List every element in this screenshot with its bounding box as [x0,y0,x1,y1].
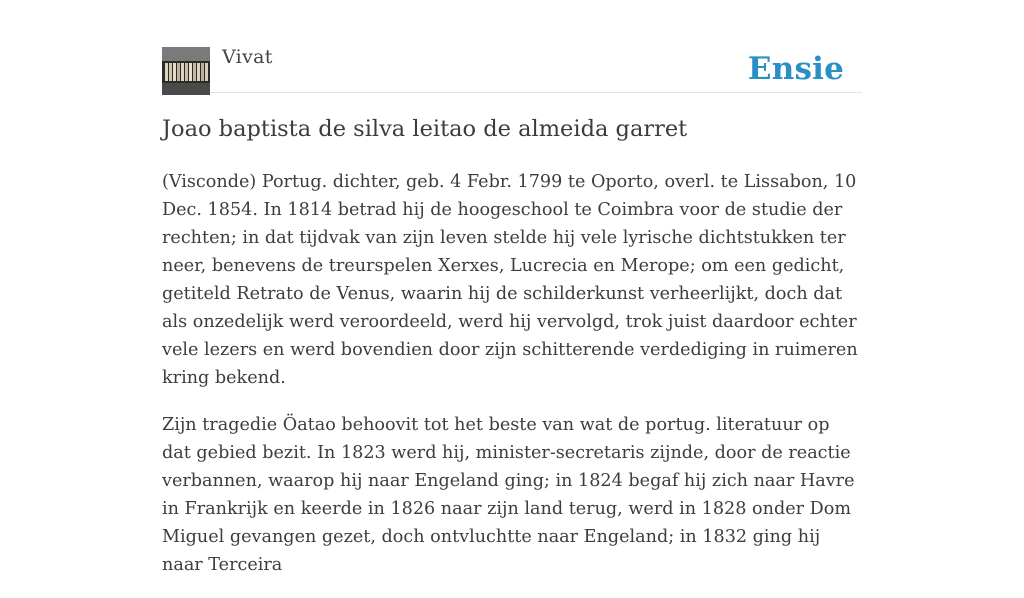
article-page [162,0,862,575]
article-body [162,168,862,598]
brand-logo[interactable]: Ensie [747,51,844,87]
article-paragraph: Zijn tragedie Öatao behoovit tot het beste van wat de portug. literatuur op dat gebied bezit. In 1823 werd hij, minister-secretaris zijnde, door de reactie verbannen, waarop hij naar Engeland ging; in 1824 begaf hij zich naar Havre in Frankrijk en keerde in 1826 naar zijn land terug, werd in 1828 onder Dom Miguel gevangen gezet, doch ontvluchtte naar Engeland; in 1832 ging hij naar Terceira [162,415,855,575]
article-paragraph: (Visconde) Portug. dichter, geb. 4 Febr. 1799 te Oporto, overl. te Lissabon, 10 Dec. 1854. In 1814 betrad hij de hoogeschool te Coimbra voor de studie der rechten; in dat tijdvak van zijn leven stelde hij vele lyrische dichtstukken ter neer, benevens de treurspelen Xerxes, Lucrecia en Merope; om een gedicht, getiteld Retrato de Venus, waarin hij de schilderkunst verheerlijkt, doch dat als onzedelijk werd veroordeeld, werd hij vervolgd, trok juist daardoor echter vele lezers en werd bovendien door zijn schitterende verdediging in ruimeren kring bekend. [162,172,858,388]
author-avatar[interactable] [162,47,210,95]
author-name[interactable]: Vivat [222,46,273,68]
bookshelf-avatar-icon [162,47,210,95]
article-title: Joao baptista de silva leitao de almeida garret [162,116,688,142]
article-header [162,0,862,93]
